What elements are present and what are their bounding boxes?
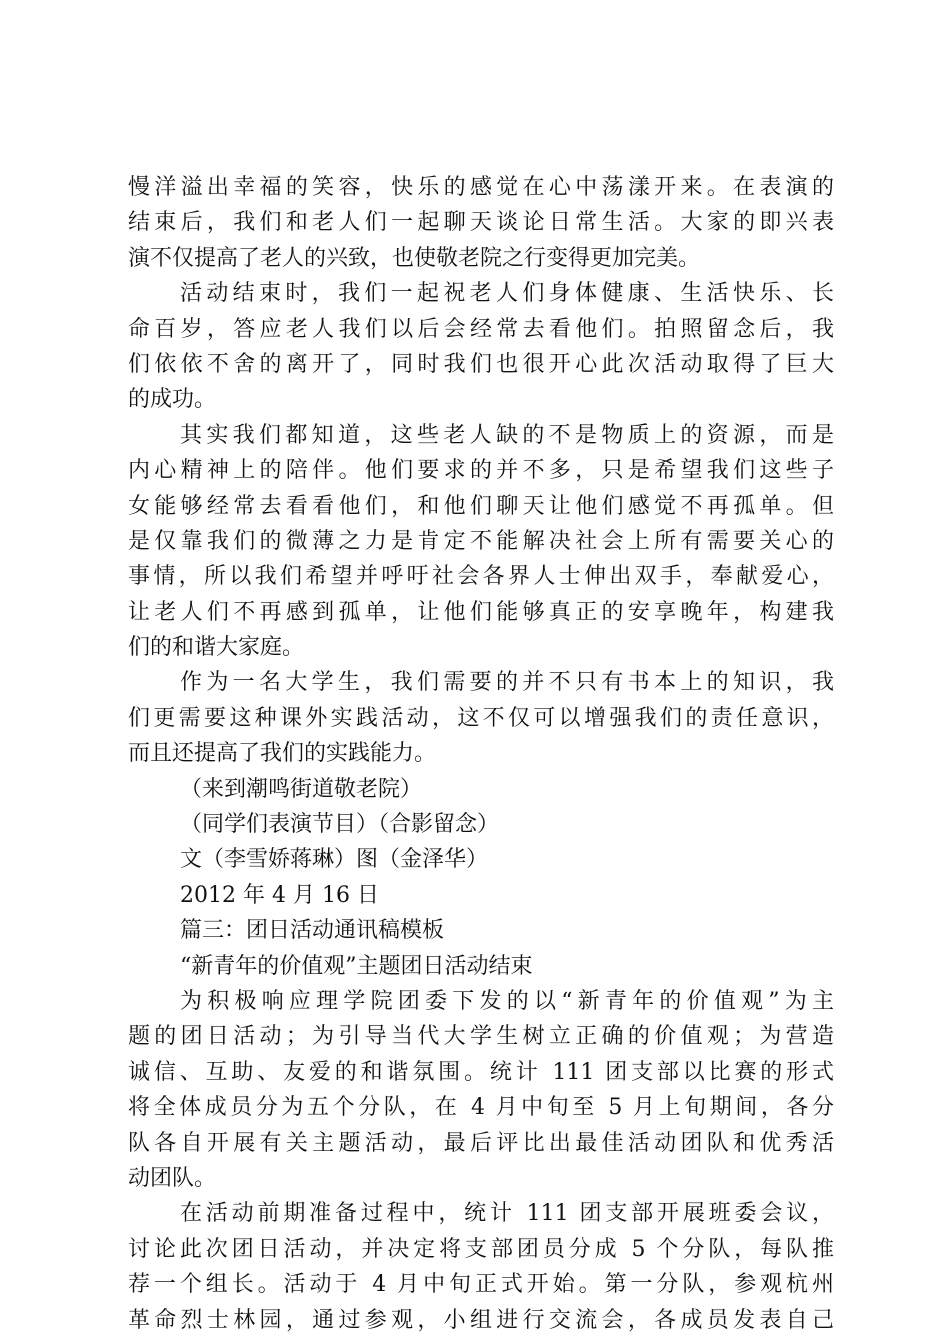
text-line: 们依依不舍的离开了，同时我们也很开心此次活动取得了巨大 bbox=[128, 351, 834, 377]
text-line: 动团队。 bbox=[128, 1165, 217, 1191]
text-line: 们的和谐大家庭。 bbox=[128, 635, 305, 661]
text-line: 而且还提高了我们的实践能力。 bbox=[128, 741, 437, 767]
text-line: 演不仅提高了老人的兴致，也使敬老院之行变得更加完美。 bbox=[128, 245, 701, 271]
text-line: 们更需要这种课外实践活动，这不仅可以增强我们的责任意识， bbox=[128, 705, 834, 731]
text-line: 将全体成员分为五个分队，在 4 月中旬至 5 月上旬期间，各分 bbox=[128, 1095, 834, 1121]
text-line: 慢洋溢出幸福的笑容，快乐的感觉在心中荡漾开来。在表演的 bbox=[128, 175, 834, 200]
text-line: 是仅靠我们的微薄之力是肯定不能解决社会上所有需要关心的 bbox=[128, 528, 834, 554]
text-line: 作为一名大学生，我们需要的并不只有书本上的知识，我 bbox=[180, 670, 834, 696]
text-line: 在活动前期准备过程中，统计 111 团支部开展班委会议， bbox=[180, 1201, 834, 1227]
text-line: 让老人们不再感到孤单，让他们能够真正的安享晚年，构建我 bbox=[128, 599, 834, 625]
text-line: （同学们表演节目）（合影留念） bbox=[180, 812, 500, 838]
text-line: 命百岁，答应老人我们以后会经常去看他们。拍照留念后，我 bbox=[128, 316, 834, 342]
document-body bbox=[128, 170, 834, 1338]
text-line: 题的团日活动；为引导当代大学生树立正确的价值观；为营造 bbox=[128, 1024, 834, 1050]
text-line: 讨论此次团日活动，并决定将支部团员分成 5 个分队，每队推 bbox=[128, 1236, 834, 1262]
text-line: 文（李雪娇蒋琳）图（金泽华） bbox=[180, 847, 489, 873]
text-line: （来到潮鸣街道敬老院） bbox=[180, 776, 423, 802]
text-line: 活动结束时，我们一起祝老人们身体健康、生活快乐、长 bbox=[180, 281, 834, 307]
text-line: 内心精神上的陪伴。他们要求的并不多，只是希望我们这些子 bbox=[128, 458, 834, 484]
text-line: “新青年的价值观”主题团日活动结束 bbox=[180, 953, 533, 979]
document-page bbox=[128, 170, 834, 1338]
text-line: 结束后，我们和老人们一起聊天谈论日常生活。大家的即兴表 bbox=[128, 210, 834, 236]
text-line: 篇三：团日活动通讯稿模板 bbox=[180, 918, 445, 944]
text-line: 荐一个组长。活动于 4 月中旬正式开始。第一分队，参观杭州 bbox=[128, 1272, 834, 1298]
text-line: 其实我们都知道，这些老人缺的不是物质上的资源，而是 bbox=[180, 422, 834, 448]
text-line: 事情，所以我们希望并呼吁社会各界人士伸出双手，奉献爱心， bbox=[128, 564, 834, 590]
text-line: 2012 年 4 月 16 日 bbox=[180, 882, 379, 908]
text-line: 革命烈士林园，通过参观，小组进行交流会，各成员发表自己 bbox=[128, 1307, 834, 1333]
text-line: 诚信、互助、友爱的和谐氛围。统计 111 团支部以比赛的形式 bbox=[128, 1059, 834, 1085]
text-line: 队各自开展有关主题活动，最后评比出最佳活动团队和优秀活 bbox=[128, 1130, 834, 1156]
text-line: 女能够经常去看看他们，和他们聊天让他们感觉不再孤单。但 bbox=[128, 493, 834, 519]
text-line: 的成功。 bbox=[128, 387, 217, 413]
text-line: 为积极响应理学院团委下发的以“新青年的价值观”为主 bbox=[180, 988, 834, 1014]
